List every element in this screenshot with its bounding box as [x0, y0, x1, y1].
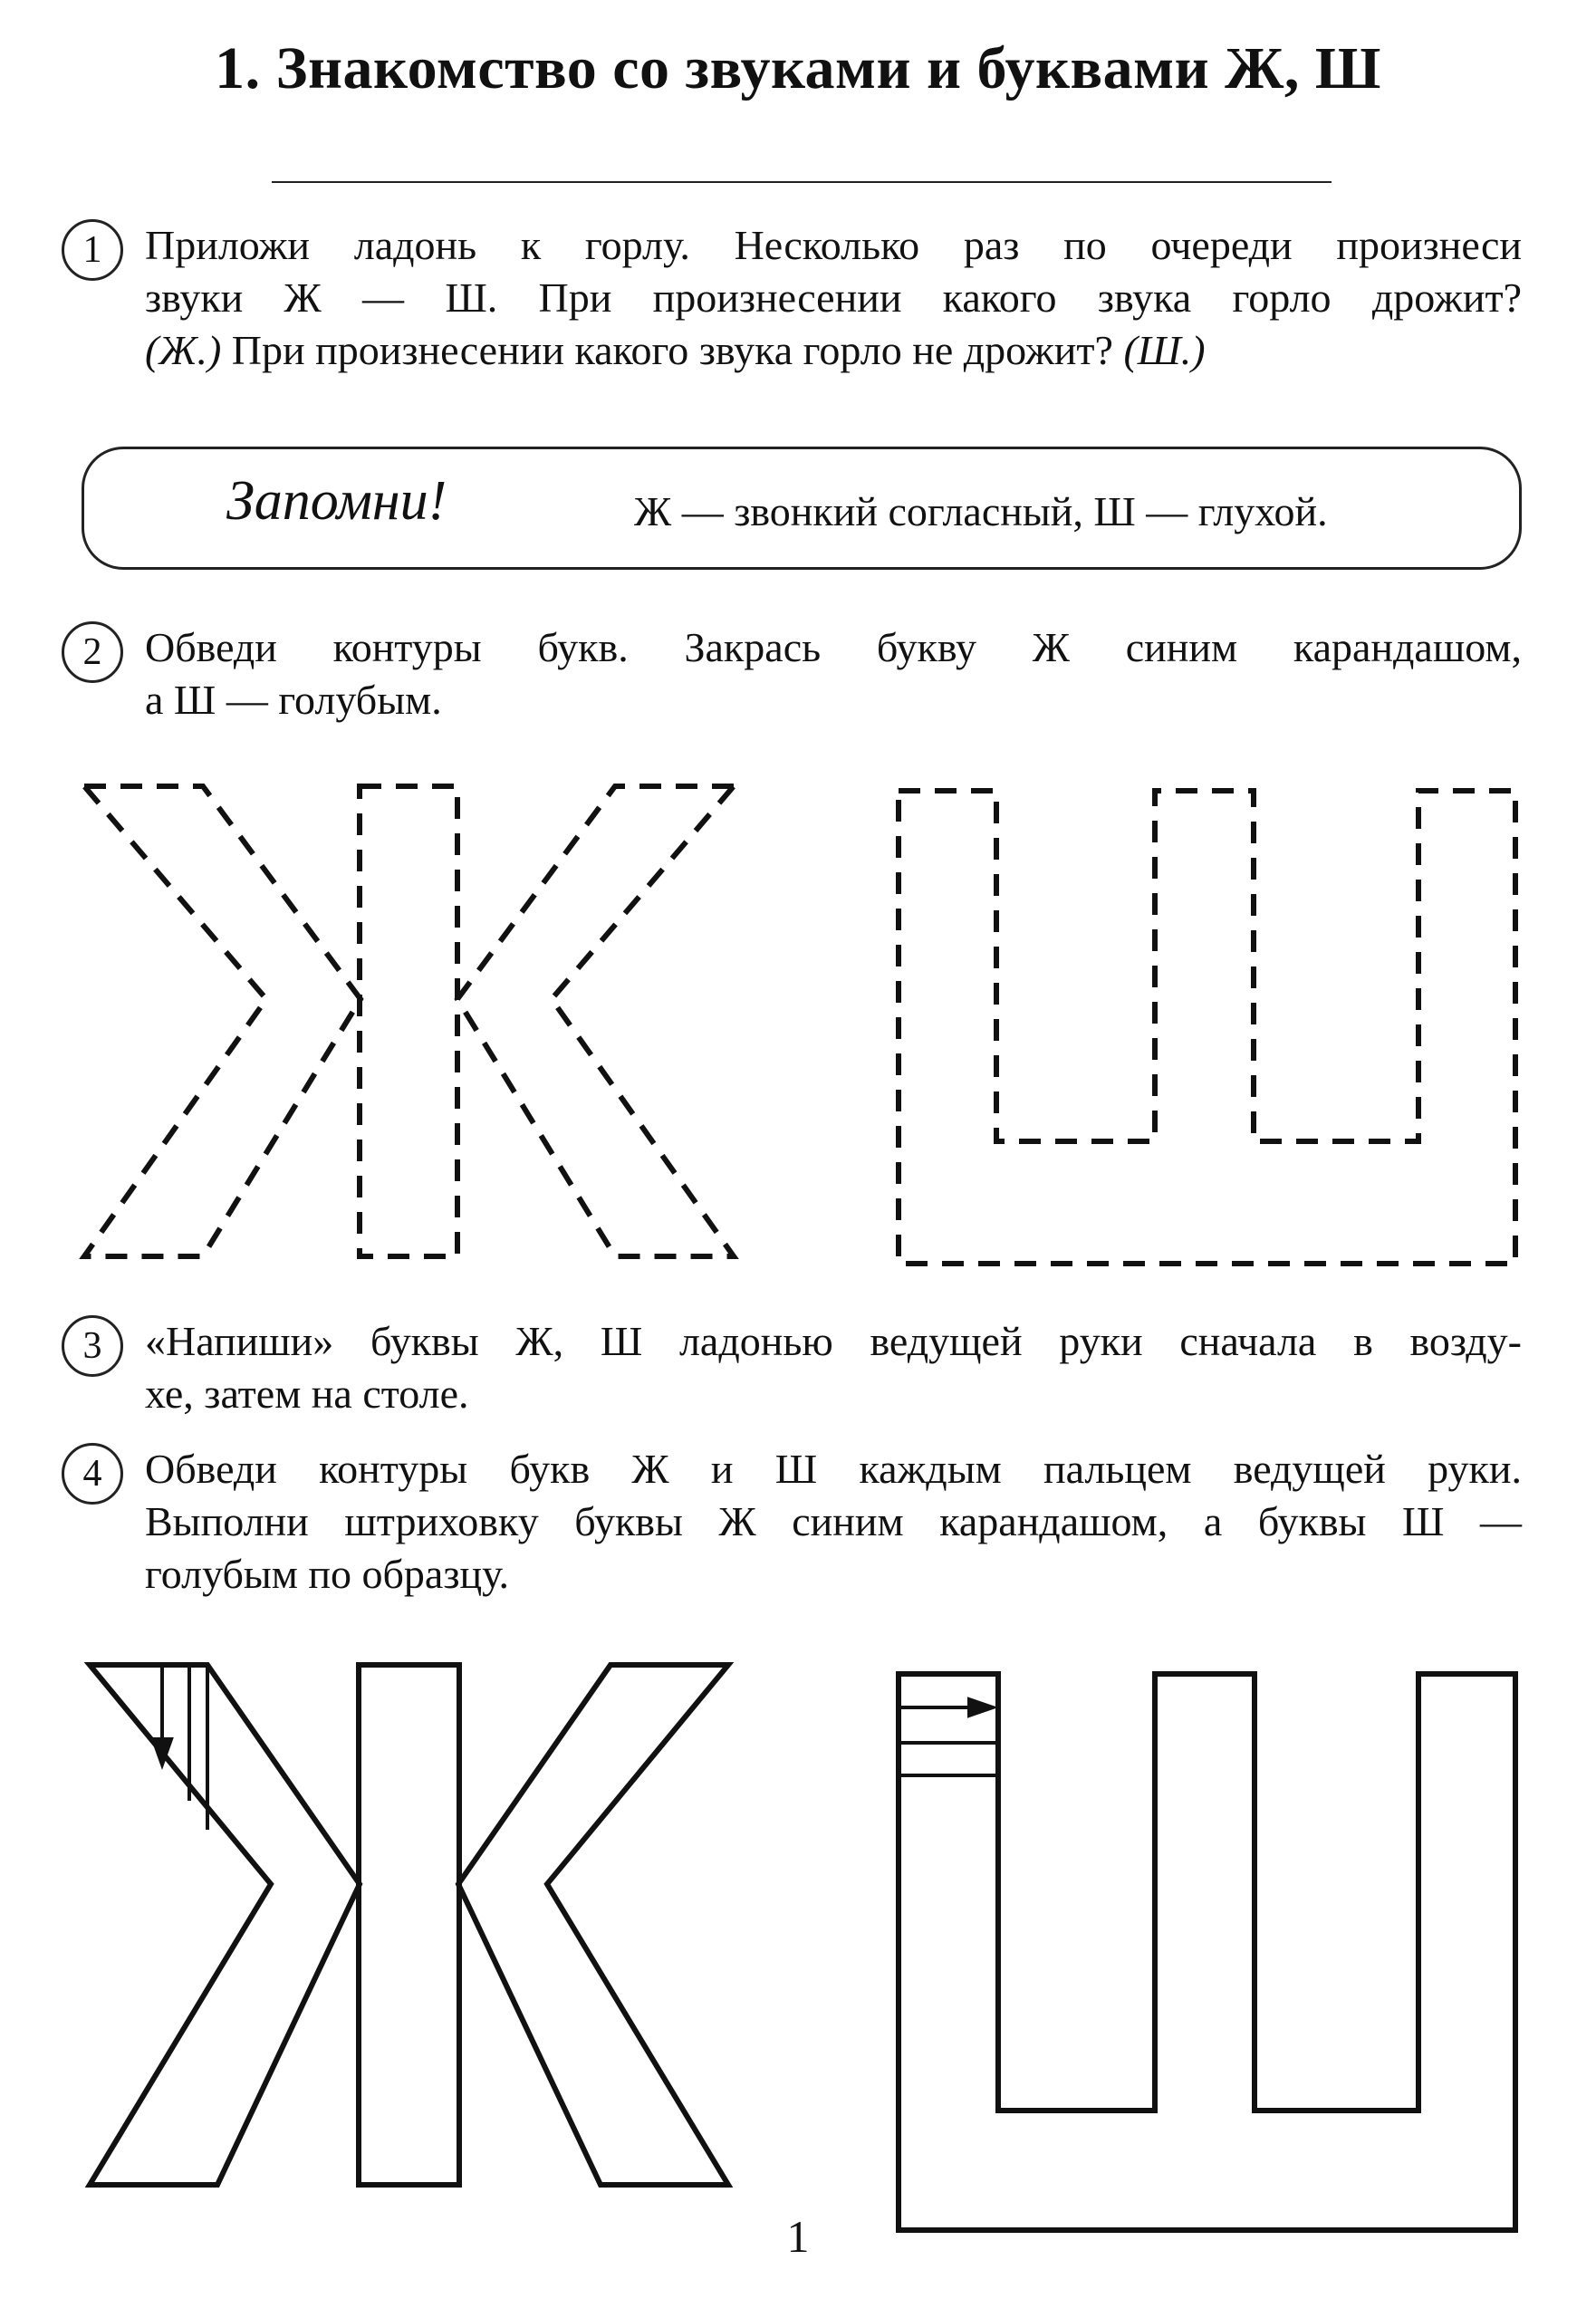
text-run: Обведи контуры букв Ж и Ш каждым пальцем ведущей руки.	[145, 1446, 1522, 1492]
text-run: (Ш.)	[1123, 327, 1206, 373]
dashed-letter-sh[interactable]	[899, 791, 1515, 1264]
text-run: голубым по образцу.	[145, 1551, 510, 1597]
text-run: «Напиши» буквы Ж, Ш ладонью ведущей руки сначала в возду-	[145, 1318, 1522, 1364]
sh-hatching-sample	[899, 1699, 998, 1775]
text-run: Выполни штриховку буквы Ж синим карандашом, а буквы Ш —	[145, 1498, 1522, 1544]
right-arrow-icon	[969, 1699, 993, 1716]
memo-text: Ж — звонкий согласный, Ш — глухой.	[634, 488, 1328, 534]
text-run: При произнесении какого звука горло не дрожит?	[221, 327, 1124, 373]
text-run: Обведи контуры букв. Закрась букву Ж синим карандашом,	[145, 624, 1522, 670]
dashed-zh-left-arm	[84, 786, 361, 1256]
text-run: (Ж.)	[145, 327, 222, 373]
page-number: 1	[786, 2211, 810, 2262]
task-number-2: 2	[62, 621, 123, 683]
solid-zh-right-arm	[458, 1665, 728, 2185]
dashed-letter-zh[interactable]	[84, 786, 734, 1256]
task-number-4: 4	[62, 1443, 123, 1505]
text-run: а Ш — голубым.	[145, 677, 442, 723]
solid-zh-stem	[359, 1665, 459, 2185]
page-title: 1. Знакомство со звуками и буквами Ж, Ш	[215, 35, 1381, 101]
solid-zh-left-arm	[90, 1665, 360, 2185]
zh-hatching-sample	[153, 1665, 207, 1830]
text-run: звуки Ж — Ш. При произнесении какого звука горло дрожит?	[145, 274, 1522, 321]
text-run: Приложи ладонь к горлу. Несколько раз по очереди произнеси	[145, 222, 1522, 268]
task-number-1: 1	[62, 219, 123, 281]
dashed-zh-stem	[360, 786, 457, 1256]
solid-sh-outline	[899, 1674, 1515, 2230]
solid-letter-zh[interactable]	[90, 1665, 728, 2185]
solid-letter-sh[interactable]	[899, 1674, 1515, 2230]
task-number-3: 3	[62, 1315, 123, 1377]
text-run: хе, затем на столе.	[145, 1370, 469, 1417]
memo-label: Запомни!	[226, 470, 447, 532]
dashed-sh-outline	[899, 791, 1515, 1264]
dashed-zh-right-arm	[457, 786, 734, 1256]
